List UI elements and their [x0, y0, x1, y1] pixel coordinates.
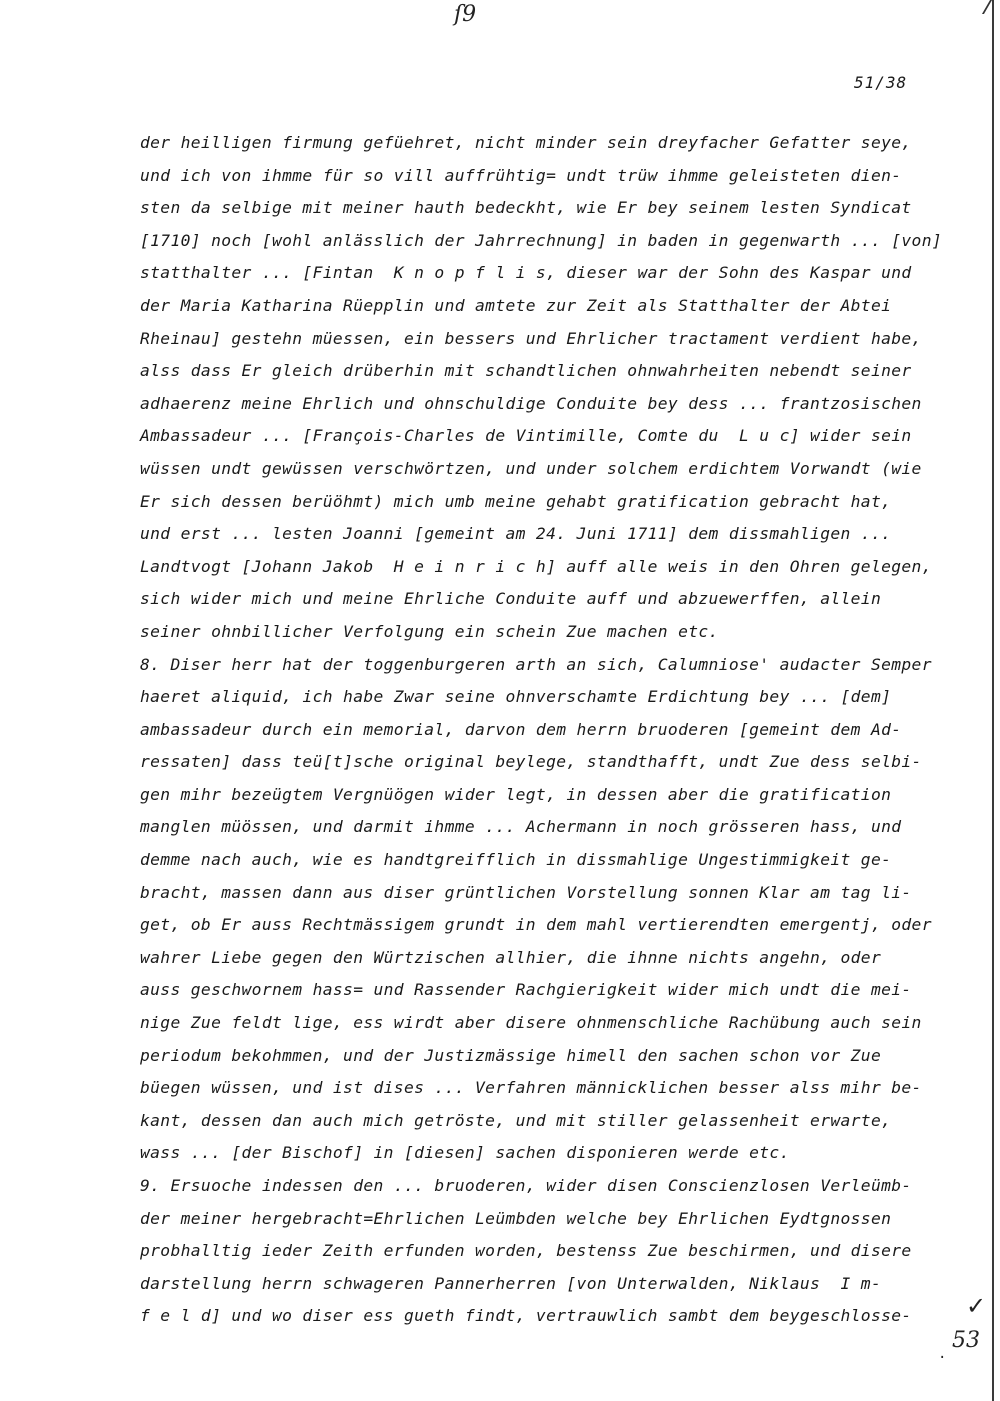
text-line: bracht, massen dann aus diser grüntlichen Vorstellung sonnen Klar am tag li-	[140, 882, 912, 902]
text-line: f e l d] und wo diser ess gueth findt, vertrauwlich sambt dem beygeschlosse-	[140, 1306, 912, 1326]
check-mark-icon: ✓	[966, 1292, 987, 1320]
handwritten-folio-mark: ſ9	[454, 2, 477, 27]
margin-dot: ·	[938, 1350, 947, 1366]
text-line: [1710] noch [wohl anlässlich der Jahrrechnung] in baden in gegenwarth ... [von]	[140, 230, 943, 250]
text-line: adhaerenz meine Ehrlich und ohnschuldige Conduite bey dess ... frantzosischen	[140, 393, 922, 413]
text-line: wüssen undt gewüssen verschwörtzen, und under solchem erdichtem Vorwandt (wie	[140, 458, 922, 478]
text-line: ambassadeur durch ein memorial, darvon dem herrn bruoderen [gemeint dem Ad-	[140, 719, 902, 739]
handwritten-page-mark: 53	[952, 1328, 980, 1353]
text-line: alss dass Er gleich drüberhin mit schandtlichen ohnwahrheiten nebendt seiner	[140, 361, 912, 381]
text-line: gen mihr bezeügtem Vergnüögen wider legt, in dessen aber die gratification	[140, 784, 892, 804]
text-line: der Maria Katharina Rüepplin und amtete zur Zeit als Statthalter der Abtei	[140, 295, 892, 315]
document-body	[140, 127, 943, 1333]
text-line: Landtvogt [Johann Jakob H e i n r i c h] auff alle weis in den Ohren gelegen,	[140, 556, 932, 576]
text-line: statthalter ... [Fintan K n o p f l i s, dieser war der Sohn des Kaspar und	[140, 263, 912, 283]
text-line: manglen müössen, und darmit ihmme ... Achermann in noch grösseren hass, und	[140, 817, 902, 837]
text-line: und erst ... lesten Joanni [gemeint am 24. Juni 1711] dem dissmahligen ...	[140, 524, 892, 544]
text-line: der meiner hergebracht=Ehrlichen Leümbden welche bey Ehrlichen Eydtgnossen	[140, 1208, 892, 1228]
text-line: sich wider mich und meine Ehrliche Conduite auff und abzuewerffen, allein	[140, 589, 882, 609]
text-line: get, ob Er auss Rechtmässigem grundt in dem mahl vertierendten emergentj, oder	[140, 915, 932, 935]
text-line: Rheinau] gestehn müessen, ein bessers und Ehrlicher tractament verdient habe,	[140, 328, 922, 348]
text-line: sten da selbige mit meiner hauth bedeckht, wie Er bey seinem lesten Syndicat	[140, 198, 912, 218]
text-line: Ambassadeur ... [François-Charles de Vintimille, Comte du L u c] wider sein	[140, 426, 912, 446]
text-line: Er sich dessen berüöhmt) mich umb meine gehabt gratification gebracht hat,	[140, 491, 892, 511]
corner-fold-mark	[982, 0, 1000, 14]
text-line: periodum bekohmmen, und der Justizmässige himell den sachen schon vor Zue	[140, 1045, 882, 1065]
text-line: auss geschwornem hass= und Rassender Rachgierigkeit wider mich undt die mei-	[140, 980, 912, 1000]
text-line: wass ... [der Bischof] in [diesen] sachen disponieren werde etc.	[140, 1143, 790, 1163]
text-line: und ich von ihmme für so vill auffrühtig= undt trüw ihmme geleisteten dien-	[140, 165, 902, 185]
text-line: büegen wüssen, und ist dises ... Verfahren männicklichen besser alss mihr be-	[140, 1078, 922, 1098]
text-line: haeret aliquid, ich habe Zwar seine ohnverschamte Erdichtung bey ... [dem]	[140, 687, 892, 707]
text-line: 9. Ersuoche indessen den ... bruoderen, wider disen Conscienzlosen Verleümb-	[140, 1176, 912, 1195]
text-line: probhalltig ieder Zeith erfunden worden, bestenss Zue beschirmen, und disere	[140, 1241, 912, 1261]
text-line: ressaten] dass teü[t]sche original beylege, standthafft, undt Zue dess selbi-	[140, 752, 922, 772]
text-line: darstellung herrn schwageren Pannerherren [von Unterwalden, Niklaus I m-	[140, 1273, 882, 1293]
text-line: kant, dessen dan auch mich getröste, und mit stiller gelassenheit erwarte,	[140, 1110, 892, 1130]
page-number: 51/38	[854, 73, 908, 92]
text-line: nige Zue feldt lige, ess wirdt aber disere ohnmenschliche Rachübung auch sein	[140, 1013, 922, 1033]
text-line: demme nach auch, wie es handtgreifflich in dissmahlige Ungestimmigkeit ge-	[140, 850, 892, 870]
page-edge	[992, 0, 994, 1401]
text-line: 8. Diser herr hat der toggenburgeren arth an sich, Calumniose' audacter Semper	[140, 654, 932, 674]
text-line: seiner ohnbillicher Verfolgung ein schein Zue machen etc.	[140, 621, 719, 641]
text-line: der heilligen firmung gefüehret, nicht minder sein dreyfacher Gefatter seye,	[140, 133, 912, 152]
text-line: wahrer Liebe gegen den Würtzischen allhier, die ihnne nichts angehn, oder	[140, 947, 882, 967]
